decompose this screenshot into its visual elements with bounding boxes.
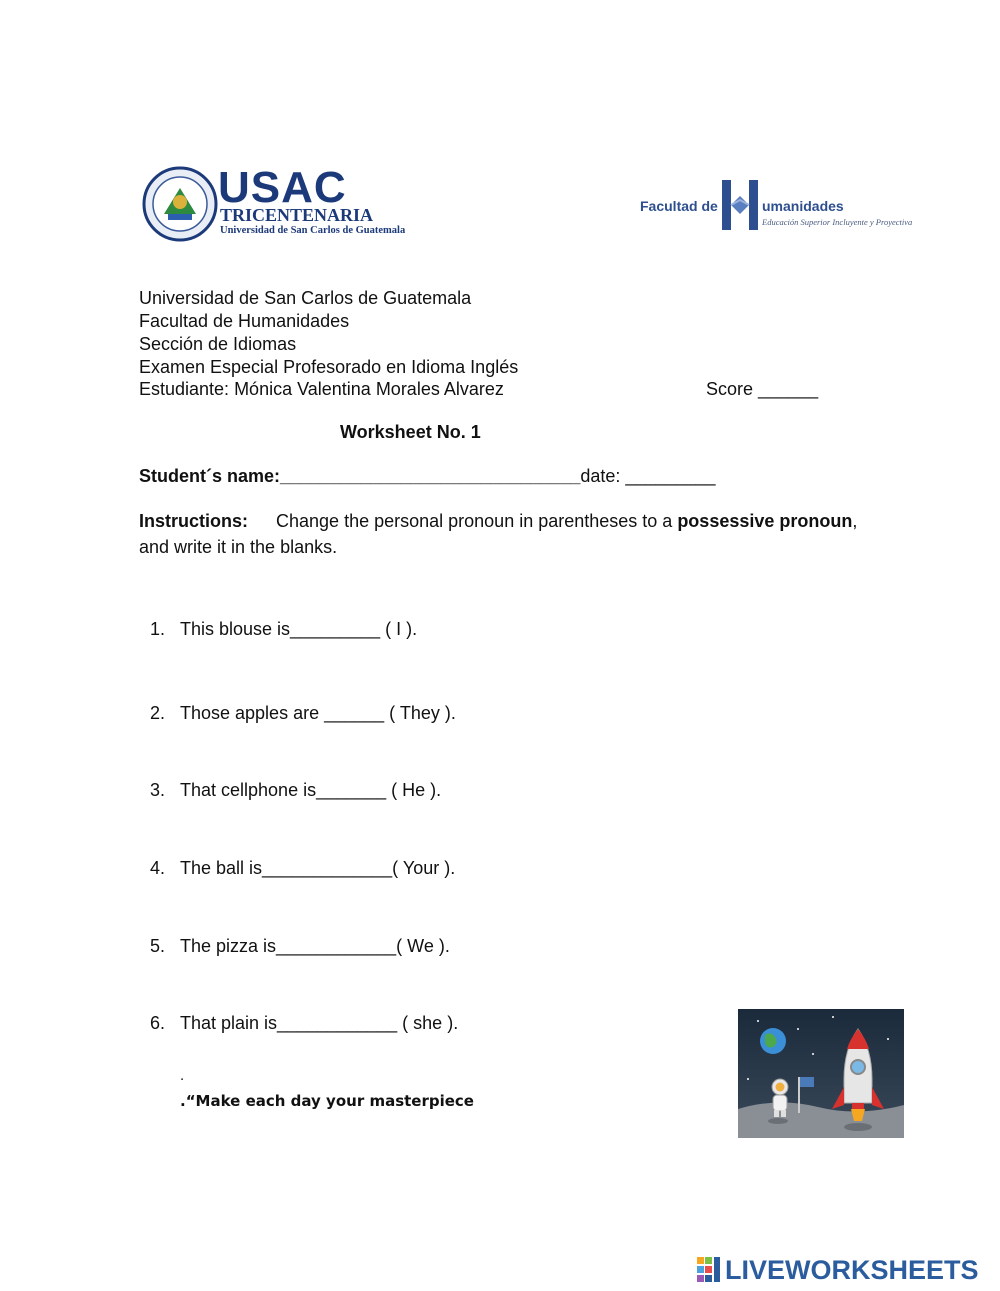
item-number: 5. [150, 936, 166, 956]
facultad-right-text: umanidades [762, 198, 844, 214]
header-section: Sección de Idiomas [139, 334, 297, 354]
header-faculty: Facultad de Humanidades [139, 311, 350, 331]
worksheet-title: Worksheet No. 1 [340, 422, 481, 442]
student-name-label: Student´s name:______________________________ [139, 466, 581, 486]
instructions-bold: possessive pronoun [677, 511, 853, 531]
instructions [139, 508, 859, 560]
usac-subtitle: Universidad de San Carlos de Guatemala [220, 225, 406, 236]
exercise-item [150, 1012, 458, 1034]
astronaut-rocket-illustration [738, 1009, 904, 1138]
usac-logo [140, 163, 406, 244]
item-number: 6. [150, 1013, 166, 1033]
liveworksheets-wordmark: LIVEWORKSHEETS [725, 1255, 979, 1285]
header-university: Universidad de San Carlos de Guatemala [139, 288, 472, 308]
score-field: Score ______ [706, 379, 819, 399]
item-number: 1. [150, 619, 166, 639]
liveworksheets-brand [697, 1254, 997, 1286]
item-text: The pizza is____________( We ). [180, 936, 450, 956]
footer-dot: . [180, 1067, 185, 1084]
facultad-left-text: Facultad de [640, 198, 718, 214]
exercise-item [150, 779, 441, 801]
usac-tricentenaria: TRICENTENARIA [220, 205, 374, 225]
student-name-line [139, 465, 715, 487]
item-number: 4. [150, 858, 166, 878]
item-text: Those apples are ______ ( They ). [180, 703, 456, 723]
header-exam: Examen Especial Profesorado en Idioma Inglés [139, 357, 519, 377]
usac-wordmark: USAC [218, 163, 347, 212]
instructions-text-after: , and write it in the blanks. [139, 511, 858, 557]
exercise-item [150, 857, 455, 879]
instructions-label: Instructions: [139, 511, 249, 531]
item-number: 3. [150, 780, 166, 800]
exercise-item [150, 935, 450, 957]
instructions-text-before: Change the personal pronoun in parentheses to a [276, 511, 678, 531]
item-text: That cellphone is_______ ( He ). [180, 780, 442, 800]
item-text: The ball is_____________( Your ). [180, 858, 456, 878]
exercise-item [150, 618, 417, 640]
item-text: This blouse is_________ ( I ). [180, 619, 418, 639]
humanidades-h-icon [718, 178, 762, 232]
item-text: That plain is____________ ( she ). [180, 1013, 459, 1033]
motivational-quote: .“Make each day your masterpiece [180, 1092, 474, 1110]
liveworksheets-logo-icon [697, 1257, 721, 1283]
exercise-item [150, 702, 456, 724]
item-number: 2. [150, 703, 166, 723]
header-student: Estudiante: Mónica Valentina Morales Alvarez [139, 379, 504, 399]
facultad-logo [638, 176, 948, 236]
date-field: date: _________ [580, 466, 716, 486]
usac-seal-icon [142, 166, 218, 242]
facultad-tagline: Educación Superior Incluyente y Proyectiva [762, 217, 913, 227]
